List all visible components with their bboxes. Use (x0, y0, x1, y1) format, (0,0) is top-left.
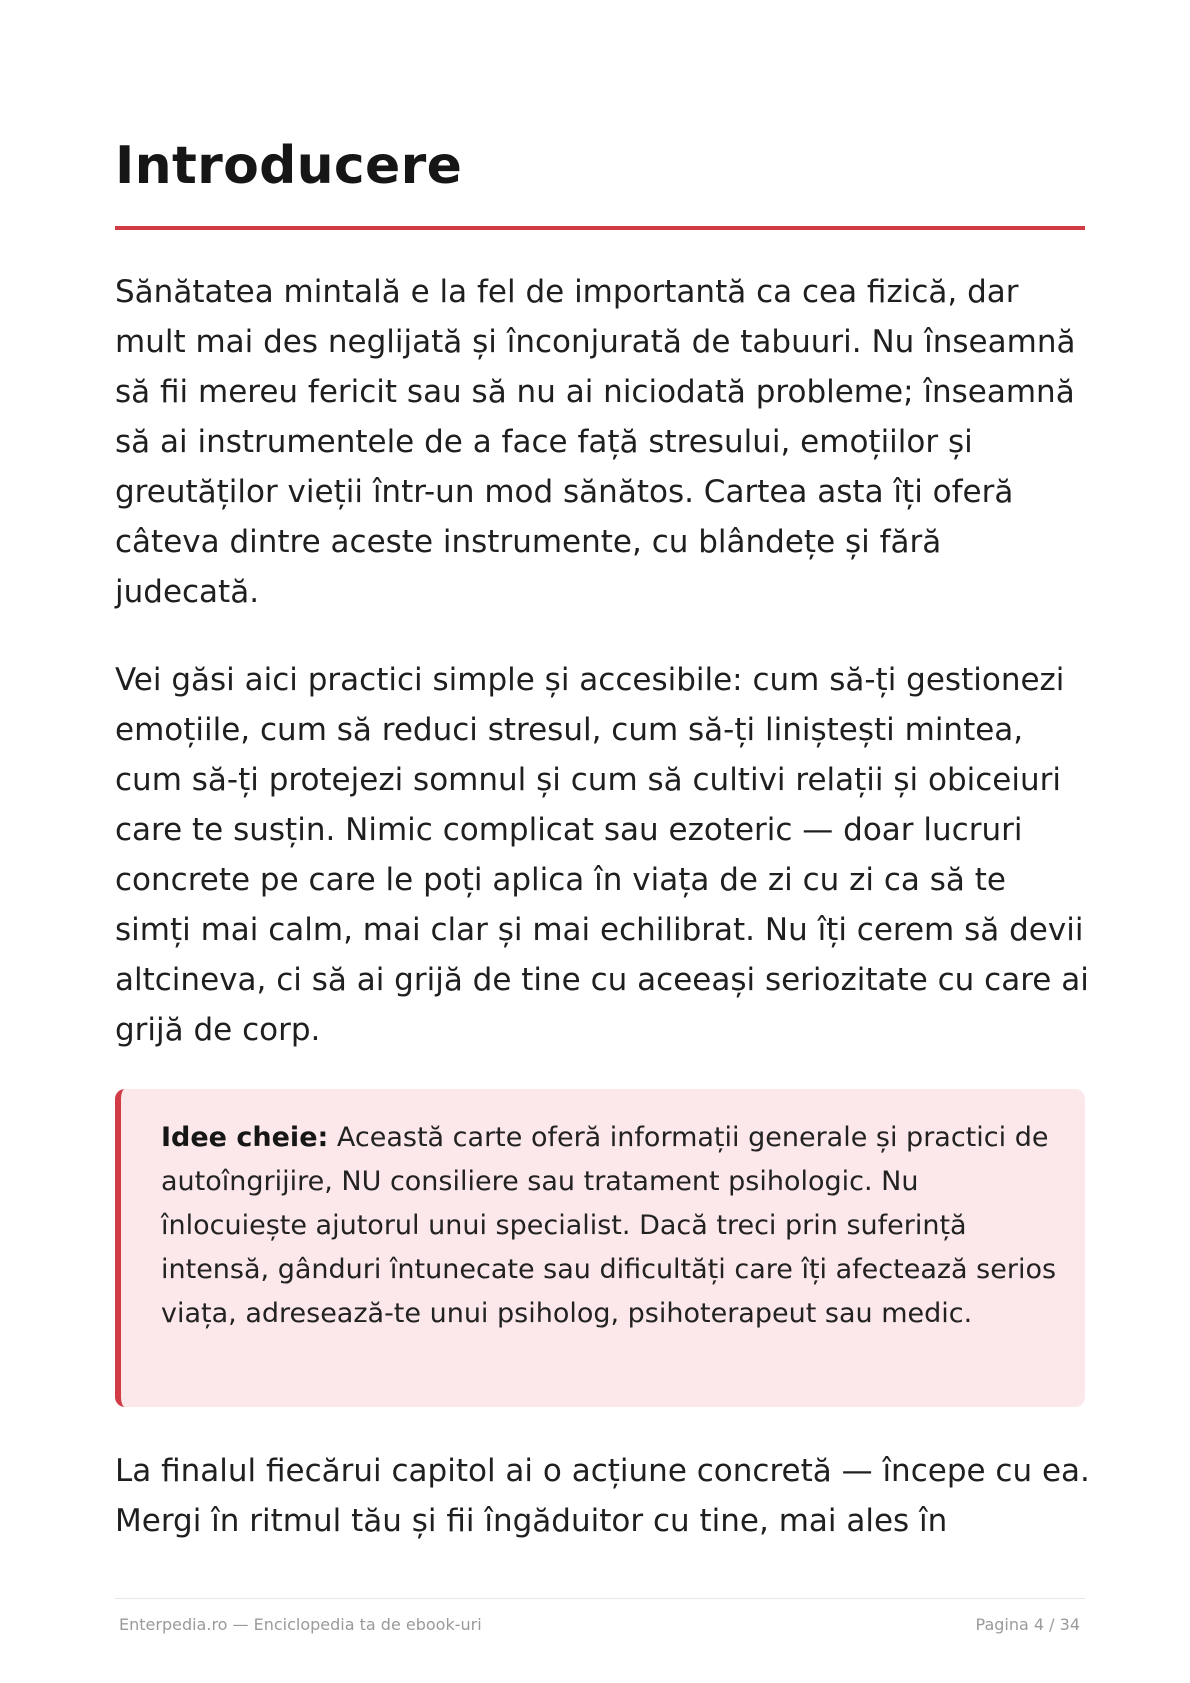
footer-site-name: Enterpedia.ro — Enciclopedia ta de ebook-uri (119, 1615, 482, 1634)
key-idea-callout (115, 1089, 1085, 1407)
callout-label: Idee cheie: (161, 1122, 329, 1153)
footer-page-number: Pagina 4 / 34 (975, 1615, 1080, 1634)
page-title: Introducere (115, 136, 463, 196)
document-page (115, 0, 1090, 1683)
intro-paragraph-2: Vei găsi aici practici simple și accesibile: cum să-ți gestionezi emoțiile, cum să reduci stresul, cum să-ți liniștești mintea, cum să-ți protejezi somnul și cum să cultivi relații și obiceiuri care te susțin. Nimic complicat sau ezoteric — doar lucruri concrete pe care le poți aplica în viața de zi cu zi ca să te simți mai calm, mai clar și mai echilibrat. Nu îți cerem să devii altcineva, ci să ai grijă de tine cu aceeași seriozitate cu care ai grijă de corp. (115, 662, 1089, 1048)
title-divider (115, 226, 1085, 230)
footer-divider (115, 1598, 1085, 1599)
callout-body (161, 1116, 1061, 1336)
intro-paragraph-1: Sănătatea mintală e la fel de importantă ca cea fizică, dar mult mai des neglijată și înconjurată de tabuuri. Nu înseamnă să fii mereu fericit sau să nu ai niciodată probleme; înseamnă să ai instrumentele de a face față stresului, emoțiilor și greutăților vieții într-un mod sănătos. Cartea asta îți oferă câteva dintre aceste instrumente, cu blândețe și fără judecată. (115, 274, 1076, 610)
callout-text: Această carte oferă informații generale și practici de autoîngrijire, NU consiliere sau tratament psihologic. Nu înlocuiește ajutorul unui specialist. Dacă treci prin suferință intensă, gânduri întunecate sau dificultăți care îți afectează serios viața, adresează-te unui psiholog, psihoterapeut sau medic. (161, 1122, 1057, 1329)
intro-paragraph-3: La finalul fiecărui capitol ai o acțiune concretă — începe cu ea. Mergi în ritmul tău și fii îngăduitor cu tine, mai ales în (115, 1453, 1090, 1539)
